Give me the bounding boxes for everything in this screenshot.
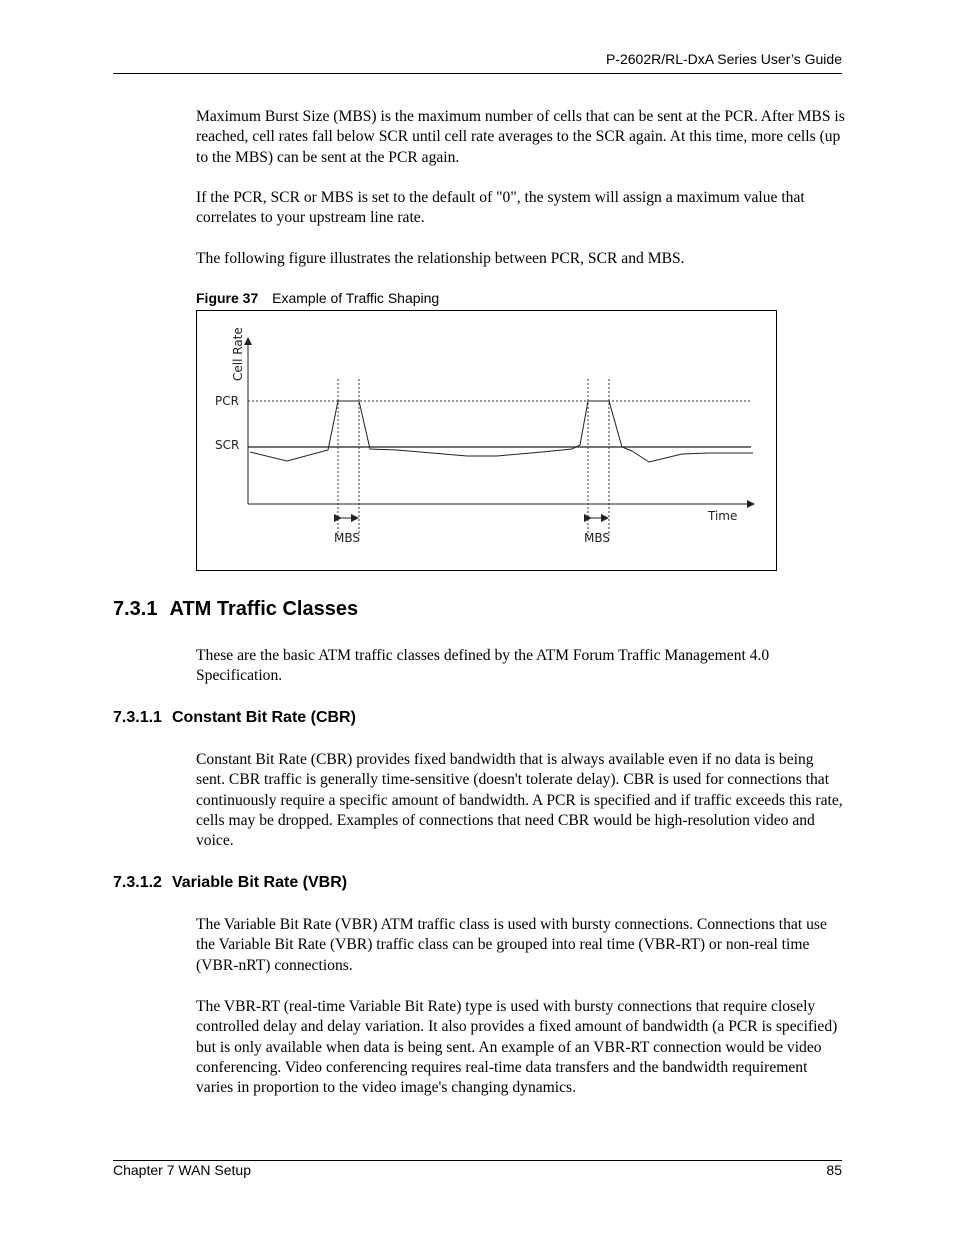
section-title: Constant Bit Rate (CBR) [171, 709, 356, 726]
paragraph-figure-intro: The following figure illustrates the relationship between PCR, SCR and MBS. [196, 250, 685, 267]
footer-rule [113, 1160, 842, 1161]
pcr-label: PCR [215, 394, 239, 408]
section-heading-7-3-1-1 [113, 709, 356, 727]
paragraph-vbr-1: The Variable Bit Rate (VBR) ATM traffic class is used with bursty connections. Connections that use the Variable Bit Rate (VBR) traffic class can be grouped into real time (VBR-RT) or non-real time (VBR-nRT) connections. [196, 916, 827, 974]
section-heading-7-3-1-2 [113, 874, 347, 892]
paragraph-vbr-2: The VBR-RT (real-time Variable Bit Rate) type is used with bursty connections that require closely controlled delay and delay variation. It also provides a fixed amount of bandwidth (a PCR is specified) but is only available when data is being sent. An example of an VBR-RT connection would be video conferencing. Video conferencing requires real-time data transfers and the bandwidth requirement varies in proportion to the video image's changing dynamics. [196, 998, 838, 1097]
traffic-shaping-diagram [197, 311, 778, 572]
paragraph-mbs: Maximum Burst Size (MBS) is the maximum number of cells that can be sent at the PCR. After MBS is reached, cell rates fall below SCR until cell rate averages to the SCR again. At this time, more cells (up to the MBS) can be sent at the PCR again. [196, 108, 845, 166]
x-axis-label: Time [708, 509, 738, 523]
section-number: 7.3.1 [113, 598, 158, 620]
paragraph-atm-classes: These are the basic ATM traffic classes defined by the ATM Forum Traffic Management 4.0 Specification. [196, 647, 770, 685]
section-number: 7.3.1.1 [113, 709, 162, 726]
figure-number: Figure 37 [196, 290, 259, 306]
mbs-label-1: MBS [334, 531, 360, 545]
y-axis-label: Cell Rate [231, 327, 245, 381]
section-heading-7-3-1 [113, 598, 358, 621]
running-header-title: P-2602R/RL-DxA Series User’s Guide [605, 51, 842, 67]
header-rule [113, 73, 842, 74]
section-title: ATM Traffic Classes [169, 598, 359, 620]
scr-label: SCR [215, 438, 240, 452]
figure-caption-text: Example of Traffic Shaping [272, 290, 440, 306]
page-number: 85 [826, 1162, 842, 1178]
footer-chapter: Chapter 7 WAN Setup [113, 1162, 251, 1178]
figure-caption [196, 290, 439, 306]
paragraph-cbr: Constant Bit Rate (CBR) provides fixed bandwidth that is always available even if no data is being sent. CBR traffic is generally time-sensitive (doesn't tolerate delay). CBR is used for connections that continuously require a specific amount of bandwidth. A PCR is specified and if traffic exceeds this rate, cells may be dropped. Examples of connections that need CBR would be high-resolution video and voice. [196, 751, 843, 850]
traffic-shaping-figure [196, 310, 777, 571]
section-number: 7.3.1.2 [113, 874, 162, 891]
paragraph-default: If the PCR, SCR or MBS is set to the default of "0", the system will assign a maximum value that correlates to your upstream line rate. [196, 189, 805, 227]
mbs-label-2: MBS [584, 531, 610, 545]
cell-rate-curve [250, 401, 753, 462]
section-title: Variable Bit Rate (VBR) [171, 874, 348, 891]
